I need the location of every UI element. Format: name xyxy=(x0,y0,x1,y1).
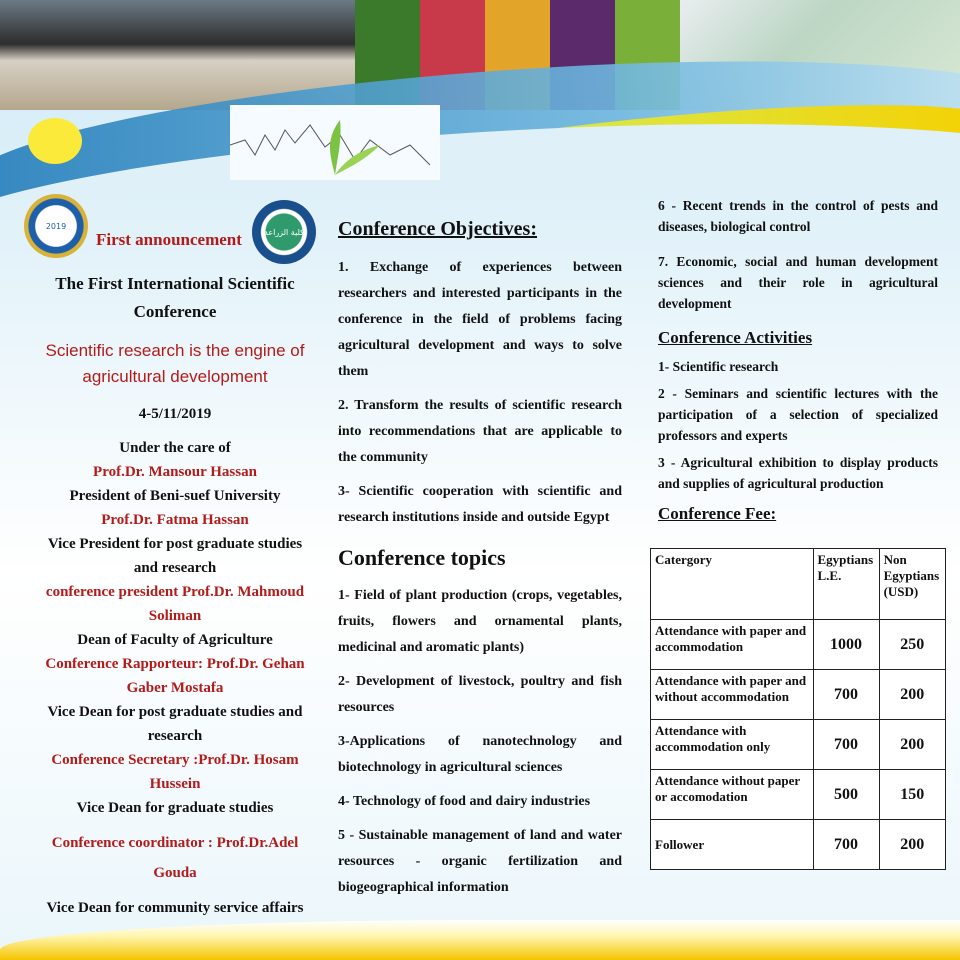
fee-egp: 1000 xyxy=(813,620,879,670)
topic-item: 1- Field of plant production (crops, vegetables, fruits, flowers and ornamental plants, medicinal and aromatic plants) xyxy=(338,588,622,655)
topic-item: 7. Economic, social and human development sciences and their role in agricultural development xyxy=(658,254,938,311)
person3-name: conference president Prof.Dr. Mahmoud Soliman xyxy=(45,584,305,624)
fee-heading: Conference Fee: xyxy=(658,504,777,523)
fee-usd: 200 xyxy=(879,720,945,770)
fee-egp: 700 xyxy=(813,820,879,870)
person4-name: Conference Rapporteur: Prof.Dr. Gehan Gaber Mostafa xyxy=(45,656,305,696)
right-column xyxy=(658,195,938,524)
table-row xyxy=(651,670,946,720)
col-category: Catergory xyxy=(651,549,814,620)
col-non-egyptians: Non Egyptians (USD) xyxy=(879,549,945,620)
faculty-logo xyxy=(252,200,316,264)
left-column xyxy=(40,270,310,920)
fee-category: Follower xyxy=(651,820,814,870)
topic-item: 5 - Sustainable management of land and water resources - organic fertilization and biogeographical information xyxy=(338,828,622,895)
table-row xyxy=(651,620,946,670)
logo-faculty-text: كلية الزراعة xyxy=(264,227,304,237)
topic-item: 3-Applications of nanotechnology and biotechnology in agricultural sciences xyxy=(338,734,622,775)
activity-item: 1- Scientific research xyxy=(658,359,779,374)
person4-role: Vice Dean for post graduate studies and research xyxy=(47,704,303,744)
objective-item: 1. Exchange of experiences between researchers and interested participants in the conference in the field of problems facing agricultural development and ways to solve them xyxy=(338,260,622,379)
person2-name: Prof.Dr. Fatma Hassan xyxy=(101,512,249,528)
col-egyptians: Egyptians L.E. xyxy=(813,549,879,620)
conference-logo xyxy=(24,194,88,258)
person1-name: Prof.Dr. Mansour Hassan xyxy=(93,464,257,480)
fee-egp: 700 xyxy=(813,720,879,770)
person1-role: President of Beni-suef University xyxy=(69,488,281,504)
fee-category: Attendance with paper and accommodation xyxy=(651,620,814,670)
topic-item: 2- Development of livestock, poultry and fish resources xyxy=(338,674,622,715)
activities-heading: Conference Activities xyxy=(658,328,813,347)
header-banner xyxy=(0,0,960,200)
fee-egp: 700 xyxy=(813,670,879,720)
fee-usd: 150 xyxy=(879,770,945,820)
person5-role: Vice Dean for graduate studies xyxy=(76,800,274,816)
table-header-row xyxy=(651,549,946,620)
sun-icon xyxy=(28,118,82,164)
plant-chart-illustration xyxy=(230,105,440,180)
topics-heading: Conference topics xyxy=(338,545,506,570)
activity-item: 2 - Seminars and scientific lectures with the participation of a selection of specialized professors and experts xyxy=(658,386,938,443)
first-announcement: First announcement xyxy=(96,230,242,249)
slogan: Scientific research is the engine of agricultural development xyxy=(45,341,305,386)
person3-role: Dean of Faculty of Agriculture xyxy=(77,632,273,648)
conference-title: The First International Scientific Conference xyxy=(55,274,295,321)
person6-name: Conference coordinator : Prof.Dr.Adel Gouda xyxy=(51,835,299,881)
table-row xyxy=(651,820,946,870)
person6-role: Vice Dean for community service affairs xyxy=(46,900,304,916)
table-row xyxy=(651,770,946,820)
middle-column xyxy=(338,218,622,901)
objective-item: 2. Transform the results of scientific research into recommendations that are applicable to the community xyxy=(338,398,622,465)
person5-name: Conference Secretary :Prof.Dr. Hosam Hussein xyxy=(51,752,299,792)
under-care: Under the care of xyxy=(119,440,231,456)
person2-role: Vice President for post graduate studies and research xyxy=(47,536,303,576)
objectives-heading: Conference Objectives: xyxy=(338,218,538,240)
fee-category: Attendance with paper and without accommodation xyxy=(651,670,814,720)
conference-date: 4-5/11/2019 xyxy=(138,406,212,422)
logo-year: 2019 xyxy=(45,221,67,231)
fee-usd: 250 xyxy=(879,620,945,670)
stock-line-icon xyxy=(230,105,440,180)
fee-category: Attendance without paper or accomodation xyxy=(651,770,814,820)
topic-item: 4- Technology of food and dairy industries xyxy=(338,794,591,809)
objective-item: 3- Scientific cooperation with scientific and research institutions inside and outside Egypt xyxy=(338,484,622,525)
fee-table xyxy=(650,548,946,870)
activity-item: 3 - Agricultural exhibition to display products and supplies of agricultural production xyxy=(658,455,938,491)
fee-egp: 500 xyxy=(813,770,879,820)
topic-item: 6 - Recent trends in the control of pests and diseases, biological control xyxy=(658,198,938,234)
fee-category: Attendance with accommodation only xyxy=(651,720,814,770)
fee-usd: 200 xyxy=(879,670,945,720)
bottom-decoration xyxy=(0,920,960,960)
table-row xyxy=(651,720,946,770)
fee-usd: 200 xyxy=(879,820,945,870)
